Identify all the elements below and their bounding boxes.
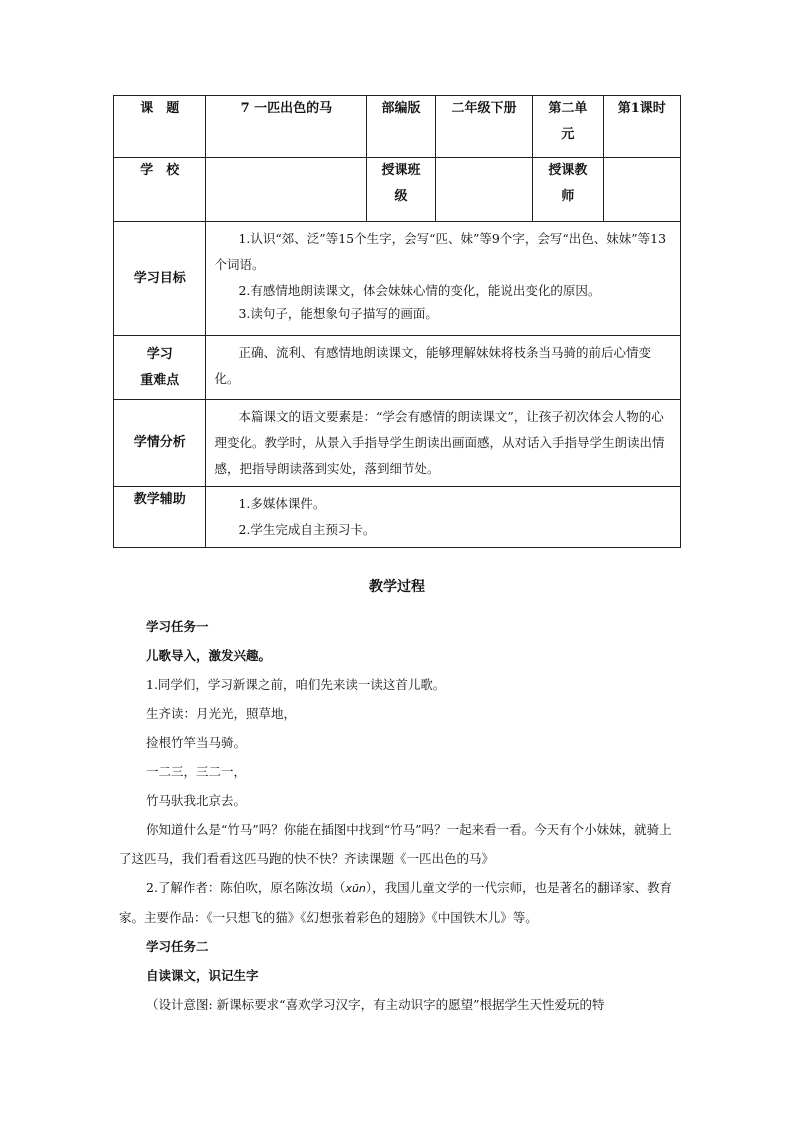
unit-value: [533, 96, 603, 158]
school-value: [206, 158, 367, 222]
goals-content: [206, 222, 681, 336]
unit-line2: 元: [561, 127, 575, 142]
key-content: [206, 336, 681, 400]
task1-title: 学习任务一: [146, 619, 209, 634]
key-label-line1: 学习: [146, 346, 173, 362]
task2-title: 学习任务二: [146, 939, 209, 954]
para-3-start: 2.了解作者：陈伯吹，原名陈汝埙（: [146, 880, 346, 895]
aid-1: 1.多媒体课件。: [238, 496, 326, 511]
process-body: [119, 612, 681, 1019]
topic-value: 7 一匹出色的马: [206, 96, 367, 158]
analysis-text: 本篇课文的语文要素是：“学会有感情的朗读课文”，让孩子初次体会人物的心理变化。教学时，从景入手指导学生朗读出画面感，从对话入手指导学生朗读出情感，把指导朗读落到实处，落到细节处。: [214, 409, 665, 476]
para-4: （设计意图: 新课标要求“喜欢学习汉字，有主动识字的愿望”根据学生天性爱玩的特: [146, 997, 605, 1012]
task2-subtitle: 自读课文，识记生字: [146, 968, 259, 983]
analysis-label: 学情分析: [114, 400, 206, 487]
grade-value: 二年级下册: [435, 96, 533, 158]
label-class: [367, 158, 435, 222]
analysis-content: [206, 400, 681, 487]
aids-content: [206, 487, 681, 548]
label-topic: 课 题: [114, 96, 206, 158]
key-text: 正确、流利、有感情地朗读课文，能够理解妹妹将枝条当马骑的前后心情变化。: [214, 345, 651, 386]
para-3: [119, 873, 681, 932]
para-3-end: ），我国儿童文学的一代宗师，也是著名的翻译家、教育家。主要作品：《一只想飞的猫》《幻想张着彩色的翅膀》《中国铁木儿》等。: [119, 880, 673, 925]
class-value: [435, 158, 533, 222]
label-class-line2: 级: [394, 189, 408, 204]
key-label: [114, 336, 206, 400]
para-1: 1.同学们，学习新课之前，咱们先来读一读这首儿歌。: [146, 677, 446, 692]
label-class-line1: 授课班: [381, 163, 421, 178]
process-title: 教学过程: [369, 579, 425, 595]
label-teacher-line2: 师: [561, 189, 575, 204]
unit-line1: 第二单: [548, 101, 588, 116]
lesson-info-table: [113, 95, 681, 548]
poem-line-2: 捡根竹竿当马骑。: [146, 735, 247, 750]
label-teacher: [533, 158, 603, 222]
task1-subtitle: 儿歌导入，激发兴趣。: [146, 648, 272, 663]
teacher-value: [603, 158, 680, 222]
goal-3: 3.读句子，能想象句子描写的画面。: [238, 306, 438, 321]
para-2: 你知道什么是“竹马”吗？你能在插图中找到“竹马”吗？一起来看一看。今天有个小妹妹，就骑上了这匹马，我们看看这匹马跑的快不快？齐读课题《一匹出色的马》: [119, 822, 672, 866]
aid-2: 2.学生完成自主预习卡。: [238, 522, 376, 537]
poem-line-3: 一二三，三二一，: [146, 764, 247, 779]
label-teacher-line1: 授课教: [548, 163, 588, 178]
lesson-value: 第1课时: [603, 96, 680, 158]
poem-line-1: 生齐读：月光光，照草地，: [146, 706, 297, 721]
label-school: 学 校: [114, 158, 206, 222]
goal-2: 2.有感情地朗读课文，体会妹妹心情的变化，能说出变化的原因。: [238, 283, 601, 298]
aids-label: 教学辅助: [114, 487, 206, 548]
goals-label: 学习目标: [114, 222, 206, 336]
edition-value: 部编版: [367, 96, 435, 158]
poem-line-4: 竹马驮我北京去。: [146, 793, 247, 808]
para-3-pinyin: xūn: [345, 882, 366, 895]
goal-1: 1.认识“郊、泛”等15个生字，会写“匹、妹”等9个字，会写“出色、妹妹”等13个词语。: [214, 231, 667, 272]
key-label-line2: 重难点: [140, 372, 180, 388]
